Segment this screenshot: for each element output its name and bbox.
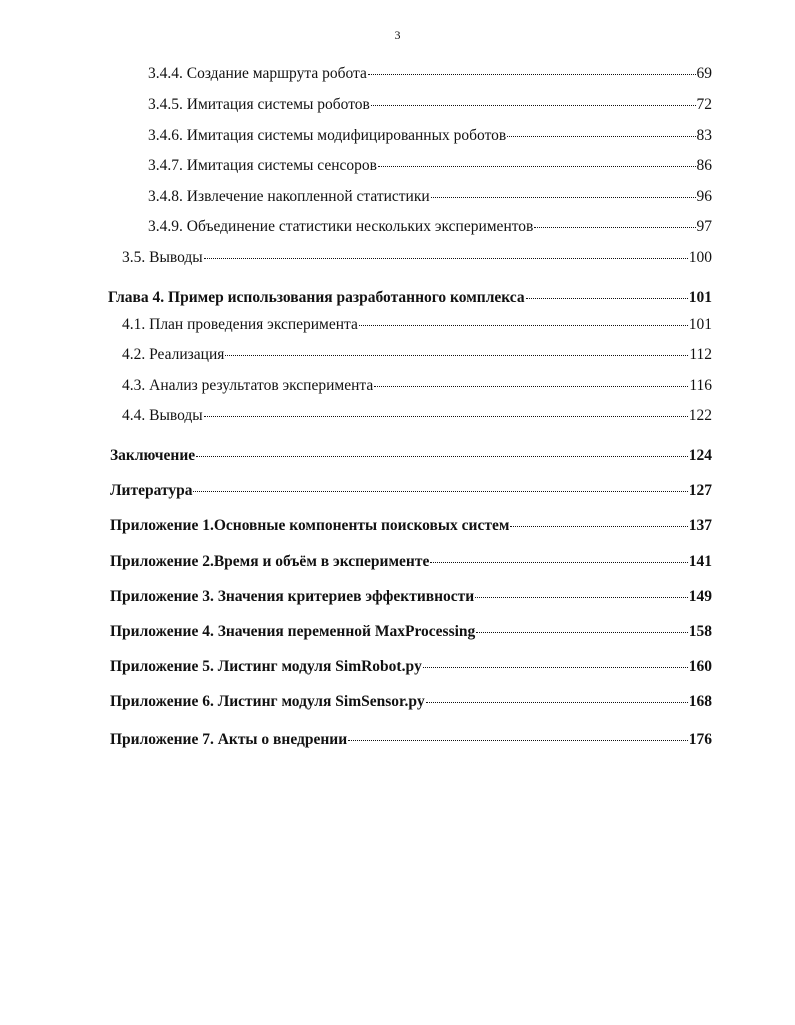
page-number: 3 [394, 28, 401, 42]
toc-page-number: 112 [689, 346, 712, 363]
toc-leader [348, 740, 688, 741]
toc-page-number: 72 [696, 96, 712, 113]
toc-title: Приложение 3. Значения критериев эффективности [110, 588, 475, 605]
toc-leader [423, 667, 688, 668]
toc-page-number: 124 [688, 447, 712, 464]
toc-title: Приложение 6. Листинг модуля SimSensor.py [110, 693, 425, 710]
toc-page-number: 69 [696, 65, 712, 82]
toc-page-number: 100 [688, 249, 712, 266]
toc-title: Приложение 4. Значения переменной MaxProcessing [110, 623, 476, 640]
toc-entry-4-3[interactable] [122, 376, 712, 396]
toc-entry-appendix-5[interactable] [110, 657, 712, 677]
toc-page-number: 137 [688, 517, 712, 534]
toc-leader [534, 227, 695, 228]
toc-entry-3-4-4[interactable] [148, 64, 712, 84]
toc-title: 4.2. Реализация [122, 346, 225, 363]
toc-leader [374, 386, 688, 387]
toc-leader [204, 416, 688, 417]
toc-title: 3.4.4. Создание маршрута робота [148, 65, 367, 82]
toc-leader [476, 632, 687, 633]
toc-leader [430, 562, 687, 563]
toc-entry-4-4[interactable] [122, 406, 712, 426]
toc-entry-3-4-7[interactable] [148, 156, 712, 176]
toc-title: 3.4.6. Имитация системы модифицированных роботов [148, 127, 507, 144]
toc-entry-appendix-3[interactable] [110, 587, 712, 607]
toc-title: 3.5. Выводы [122, 249, 203, 266]
toc-leader [475, 597, 688, 598]
toc-entry-chapter-4[interactable] [108, 288, 712, 308]
toc-entry-3-4-9[interactable] [148, 217, 712, 237]
toc-leader [371, 105, 696, 106]
toc-page-number: 83 [696, 127, 712, 144]
toc-page-number: 127 [688, 482, 712, 499]
toc-title: Приложение 2.Время и объём в эксперименте [110, 553, 430, 570]
toc-entry-3-4-6[interactable] [148, 126, 712, 146]
toc-title: Литература [110, 482, 193, 499]
toc-page-number: 168 [688, 693, 712, 710]
toc-title: 3.4.5. Имитация системы роботов [148, 96, 370, 113]
toc-page-number: 141 [688, 553, 712, 570]
toc-title: 3.4.7. Имитация системы сенсоров [148, 157, 377, 174]
toc-title: 4.1. План проведения эксперимента [122, 316, 358, 333]
toc-leader [359, 325, 688, 326]
toc-entry-3-4-5[interactable] [148, 95, 712, 115]
toc-leader [204, 258, 688, 259]
toc-leader [225, 355, 688, 356]
toc-title: 3.4.8. Извлечение накопленной статистики [148, 188, 430, 205]
toc-page-number: 122 [688, 407, 712, 424]
toc-entry-appendix-7[interactable] [110, 730, 712, 750]
toc-leader [193, 491, 687, 492]
toc-leader [510, 526, 687, 527]
toc-page-number: 101 [688, 289, 712, 306]
toc-title: 4.4. Выводы [122, 407, 203, 424]
toc-entry-3-4-8[interactable] [148, 187, 712, 207]
toc-page-number: 160 [688, 658, 712, 675]
toc-entry-appendix-4[interactable] [110, 622, 712, 642]
toc-title: 3.4.9. Объединение статистики нескольких экспериментов [148, 218, 534, 235]
toc-page-number: 101 [688, 316, 712, 333]
toc-entry-3-5[interactable] [122, 248, 712, 268]
toc-entry-4-2[interactable] [122, 345, 712, 365]
toc-page-number: 158 [688, 623, 712, 640]
toc-page-number: 149 [688, 588, 712, 605]
toc-title: Приложение 5. Листинг модуля SimRobot.py [110, 658, 422, 675]
toc-title: Приложение 1.Основные компоненты поисковых систем [110, 517, 510, 534]
toc-title: Заключение [110, 447, 196, 464]
toc-page-number: 97 [696, 218, 712, 235]
toc-entry-appendix-1[interactable] [110, 516, 712, 536]
toc-page-number: 86 [696, 157, 712, 174]
toc-page-number: 96 [696, 188, 712, 205]
toc-leader [526, 298, 688, 299]
toc-leader [368, 74, 696, 75]
toc-leader [507, 136, 695, 137]
toc-leader [426, 702, 688, 703]
toc-title: 4.3. Анализ результатов эксперимента [122, 377, 374, 394]
toc-title: Приложение 7. Акты о внедрении [110, 731, 348, 748]
toc-entry-conclusion[interactable] [110, 446, 712, 466]
toc-entry-4-1[interactable] [122, 315, 712, 335]
toc-leader [196, 456, 688, 457]
toc-title: Глава 4. Пример использования разработанного комплекса [108, 289, 525, 306]
toc-leader [431, 197, 696, 198]
toc-entry-appendix-6[interactable] [110, 692, 712, 712]
toc-page-number: 176 [688, 731, 712, 748]
toc-page-number: 116 [689, 377, 712, 394]
toc-entry-appendix-2[interactable] [110, 552, 712, 572]
toc-leader [378, 166, 696, 167]
toc-entry-literature[interactable] [110, 481, 712, 501]
